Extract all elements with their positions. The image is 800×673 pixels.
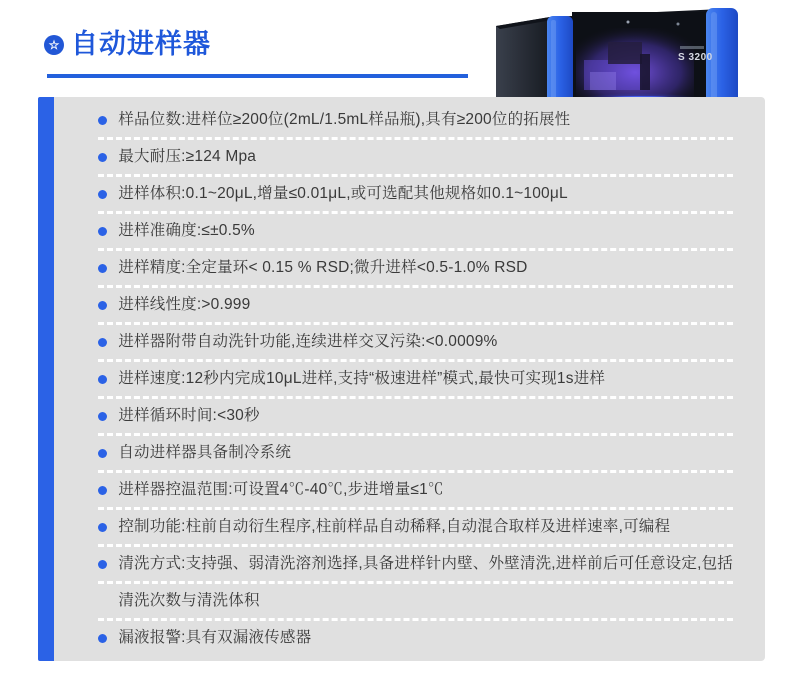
spec-text: 最大耐压:≥124 Mpa: [118, 148, 257, 166]
spec-text: 进样速度:12秒内完成10μL进样,支持“极速进样”模式,最快可实现1s进样: [118, 370, 606, 388]
spec-text: 进样准确度:≤±0.5%: [118, 222, 255, 240]
bullet-icon: [98, 412, 107, 421]
spec-row-temp-range: [98, 473, 733, 510]
spec-row-carryover: [98, 325, 733, 362]
spec-text: 样品位数:进样位≥200位(2mL/1.5mL样品瓶),具有≥200位的拓展性: [118, 111, 571, 129]
spec-row-max-pressure: [98, 140, 733, 177]
spec-text: 控制功能:柱前自动衍生程序,柱前样品自动稀释,自动混合取样及进样速率,可编程: [118, 518, 671, 536]
spec-text: 自动进样器具备制冷系统: [118, 444, 292, 462]
header: [44, 31, 211, 58]
device-model-label: S 3200: [678, 52, 713, 63]
panel-accent-bar: [38, 97, 54, 661]
bullet-icon: [98, 634, 107, 643]
spec-text: 进样循环时间:<30秒: [118, 407, 260, 425]
bullet-icon: [98, 227, 107, 236]
device-brand-smudge: [680, 46, 704, 49]
spec-row-linearity: [98, 288, 733, 325]
bullet-icon: [98, 116, 107, 125]
spec-text: 进样体积:0.1~20μL,增量≤0.01μL,或可选配其他规格如0.1~100μL: [118, 185, 568, 203]
spec-panel: [54, 97, 765, 661]
spec-panel-wrap: [38, 97, 765, 661]
bullet-icon: [98, 338, 107, 347]
bullet-icon: [98, 375, 107, 384]
star-badge-icon: ☆: [44, 35, 64, 55]
bullet-icon: [98, 301, 107, 310]
title-underline: [47, 74, 468, 78]
bullet-icon: [98, 560, 107, 569]
spec-row-sample-positions: [98, 103, 733, 140]
spec-text: 漏液报警:具有双漏液传感器: [118, 629, 312, 647]
bullet-icon: [98, 449, 107, 458]
bullet-icon: [98, 486, 107, 495]
bullet-icon: [98, 153, 107, 162]
spec-text: 清洗次数与清洗体积: [118, 592, 260, 610]
spec-row-accuracy: [98, 214, 733, 251]
spec-text: 进样线性度:>0.999: [118, 296, 251, 314]
spec-row-wash-mode-continued: [98, 584, 733, 621]
spec-text: 进样精度:全定量环< 0.15 % RSD;微升进样<0.5-1.0% RSD: [118, 259, 528, 277]
spec-row-control-functions: [98, 510, 733, 547]
page-title: 自动进样器: [71, 29, 211, 59]
bullet-icon: [98, 523, 107, 532]
spec-text: 清洗方式:支持强、弱清洗溶剂选择,具备进样针内壁、外壁清洗,进样前后可任意设定,包括: [118, 555, 733, 573]
bullet-icon: [98, 190, 107, 199]
spec-row-cooling: [98, 436, 733, 473]
spec-row-leak-alarm: [98, 621, 733, 655]
spec-row-cycle-time: [98, 399, 733, 436]
spec-row-injection-volume: [98, 177, 733, 214]
bullet-icon: [98, 264, 107, 273]
spec-row-precision: [98, 251, 733, 288]
spec-row-speed: [98, 362, 733, 399]
spec-text: 进样器附带自动洗针功能,连续进样交叉污染:<0.0009%: [118, 333, 498, 351]
spec-text: 进样器控温范围:可设置4℃-40℃,步进增量≤1℃: [118, 481, 444, 499]
spec-row-wash-mode: [98, 547, 733, 584]
